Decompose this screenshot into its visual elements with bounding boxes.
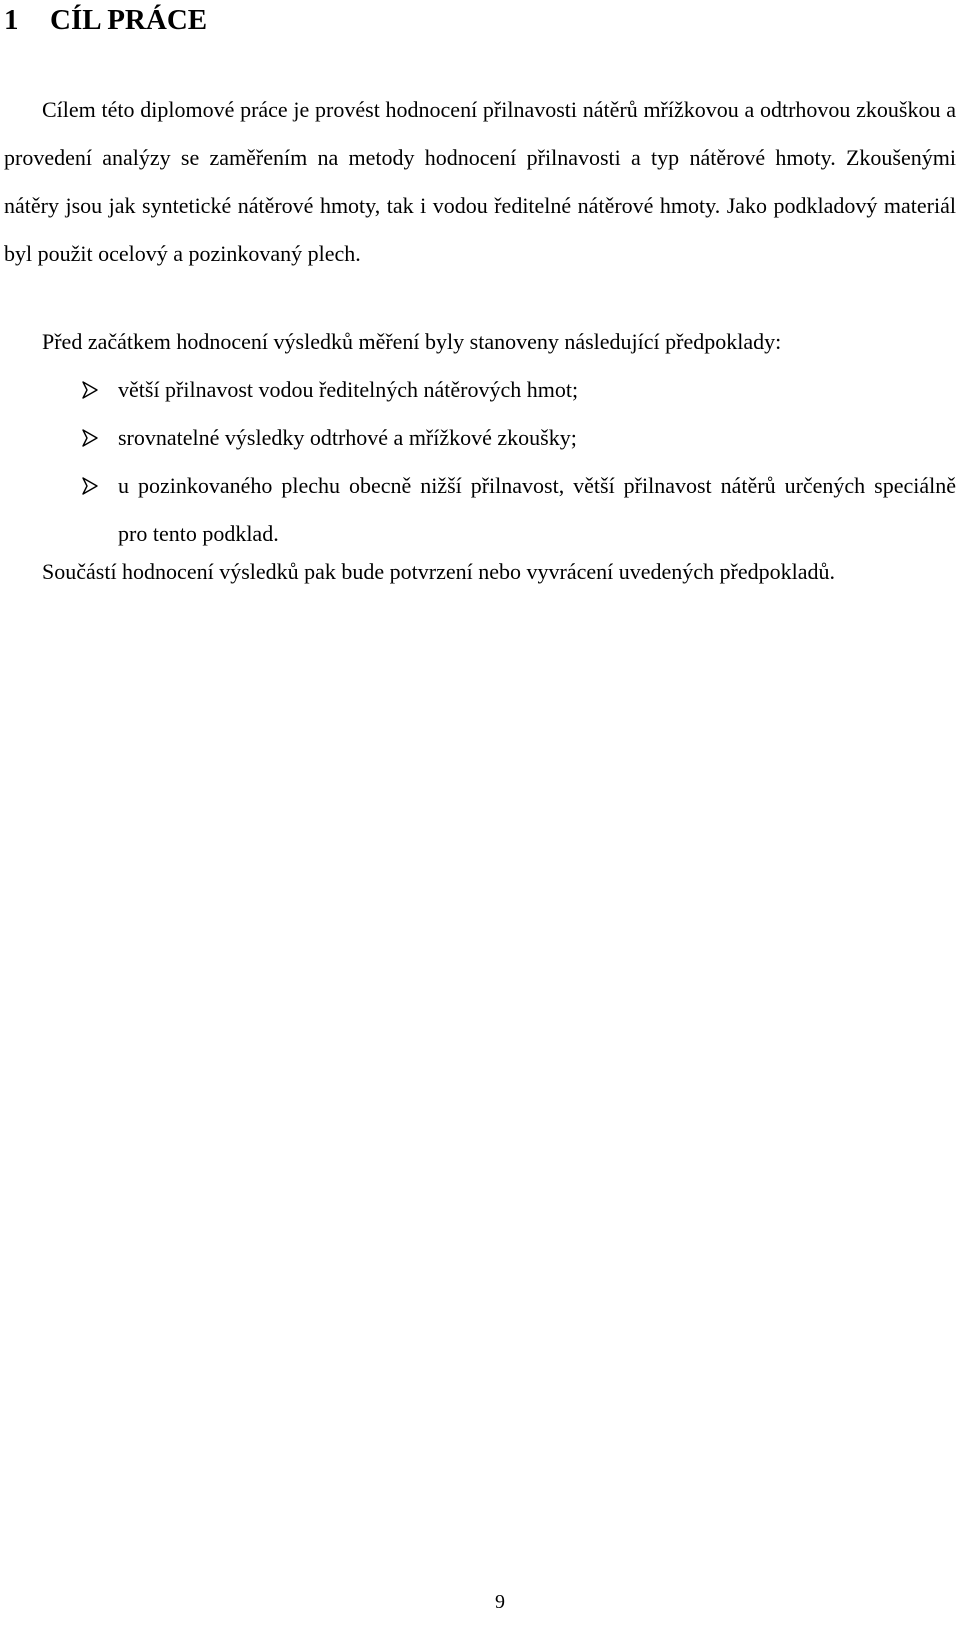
assumption-text: srovnatelné výsledky odtrhové a mřížkové zkoušky;: [118, 425, 577, 450]
list-item: [118, 414, 956, 462]
assumption-text: větší přilnavost vodou ředitelných nátěrových hmot;: [118, 377, 579, 402]
assumptions-intro: Před začátkem hodnocení výsledků měření byly stanoveny následující předpoklady:: [42, 329, 782, 354]
chapter-title: CÍL PRÁCE: [50, 4, 208, 36]
list-item: [118, 462, 956, 558]
assumption-text: u pozinkovaného plechu obecně nižší přilnavost, větší přilnavost nátěrů určených speciálně pro tento podklad.: [118, 473, 956, 546]
conclusion-paragraph-block: [4, 548, 956, 596]
intro-paragraph: Cílem této diplomové práce je provést hodnocení přilnavosti nátěrů mřížkovou a odtrhovou zkouškou a provedení analýzy se zaměřením na metody hodnocení přilnavosti a typ nátěrové hmoty. Zkoušenými nátěry jsou jak syntetické nátěrové hmoty, tak i vodou ředitelné nátěrové hmoty. Jako podkladový materiál byl použit ocelový a pozinkovaný plech.: [4, 97, 956, 266]
intro-paragraph-block: [4, 86, 956, 278]
arrowhead-bullet-icon: [82, 414, 100, 462]
arrowhead-bullet-icon: [82, 366, 100, 414]
assumptions-list: [4, 366, 956, 558]
list-item: [118, 366, 956, 414]
chapter-number: 1: [4, 4, 19, 36]
conclusion-paragraph: Součástí hodnocení výsledků pak bude potvrzení nebo vyvrácení uvedených předpokladů.: [42, 559, 835, 584]
page-number: 9: [495, 1591, 505, 1613]
assumptions-block: [4, 318, 956, 558]
arrowhead-bullet-icon: [82, 462, 100, 510]
chapter-heading: [4, 0, 207, 40]
